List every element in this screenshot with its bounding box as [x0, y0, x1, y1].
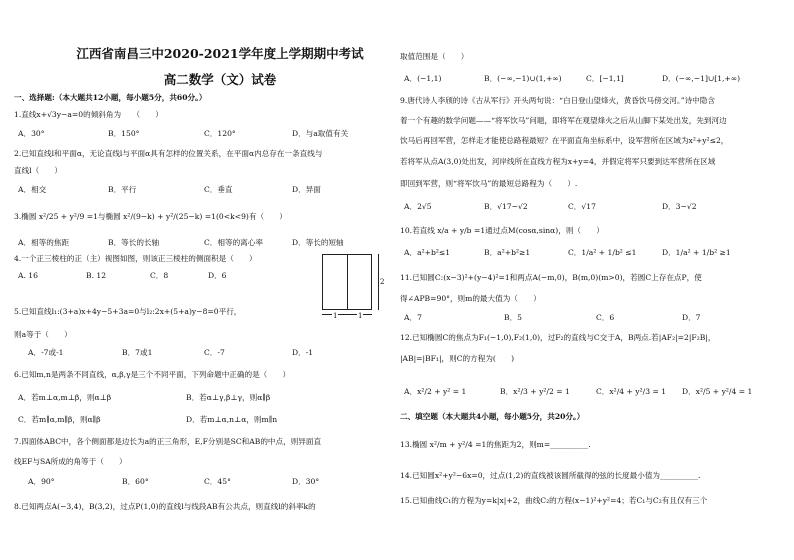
q3-option-a: A．相等的焦距: [18, 238, 70, 247]
q4-option-a: A. 16: [18, 271, 38, 280]
q8-option-a: A．(−1,1): [404, 74, 442, 83]
figure-label-width-left: 1: [333, 312, 338, 320]
q8-option-c: C．[−1,1]: [586, 74, 624, 83]
section-heading-choice: 一、选择题:（本大题共12小题，每小题5分，共60分。）: [14, 93, 207, 102]
q2-option-c: C．垂直: [204, 185, 233, 194]
q11-option-c: C．6: [596, 313, 615, 322]
question-9-line1: 9.唐代诗人李颀的诗《古从军行》开头两句说：“白日登山望烽火，黄昏饮马傍交河。”诗中隐含: [400, 96, 715, 105]
q2-option-d: D．异面: [292, 185, 321, 194]
question-6: 6.已知m,n是两条不同直线，α,β,γ是三个不同平面，下列命题中正确的是（ ）: [14, 370, 291, 379]
figure-height-dimension: [378, 254, 379, 310]
q3-option-b: B．等长的长轴: [108, 238, 160, 247]
q10-option-c: C．1/a² + 1/b² ≤1: [568, 248, 637, 257]
q7-option-b: B．60°: [122, 477, 149, 486]
question-11-line2: 得∠APB=90°，则m的最大值为（ ）: [400, 294, 541, 303]
q12-option-d: D．x²/5 + y²/4 = 1: [682, 387, 753, 396]
q4-option-c: C．8: [150, 271, 169, 280]
question-13: 13.椭圆 x²/m + y²/4 =1的焦距为2，则m=__________.: [400, 440, 591, 449]
q12-option-b: B．x²/3 + y²/2 = 1: [500, 387, 570, 396]
q5-option-d: D．-1: [292, 348, 314, 357]
question-8: 8.已知两点A(−3,4)，B(3,2)，过点P(1,0)的直线l与线段AB有公共点，则直线l的斜率k的: [14, 502, 316, 511]
exam-title: 江西省南昌三中2020-2021学年度上学期期中考试: [76, 46, 364, 61]
q7-option-a: A．90°: [28, 477, 55, 486]
q1-option-a: A．30°: [18, 129, 45, 138]
q1-option-c: C．120°: [204, 129, 236, 138]
question-3: 3.椭圆 x²/25 + y²/9 =1与椭圆 x²/(9−k) + y²/(25−k) =1(0<k<9)有（ ）: [14, 212, 287, 221]
q6-option-a: A．若m⊥α,m⊥β，则α⊥β: [18, 393, 112, 402]
figure-middle-line: [347, 254, 348, 310]
q8-option-d: D．(−∞,−1]∪[1,+∞): [662, 74, 741, 83]
q10-option-b: B．a²+b²≥1: [484, 248, 531, 257]
q6-option-d: D．若m⊥α,n⊥α，则m∥n: [186, 415, 278, 424]
q9-option-d: D．3−√2: [662, 202, 697, 211]
q7-option-c: C．45°: [204, 477, 231, 486]
question-12-line1: 12.已知椭圆C的焦点为F₁(−1,0),F₂(1,0)，过F₂的直线与C交于A，B两点.若|AF₂|=2|F₂B|，: [400, 333, 716, 342]
q2-option-b: B．平行: [108, 185, 137, 194]
q5-option-b: B．7或1: [122, 348, 153, 357]
figure-label-width-right: 1: [358, 312, 363, 320]
question-9-line4: 若将军从点A(3,0)处出发，河岸线所在直线方程为x+y=4，并假定将军只要到达军营所在区域: [400, 157, 716, 166]
q6-option-b: B．若α⊥γ,β⊥γ，则α∥β: [186, 393, 271, 402]
q3-option-c: C．相等的离心率: [204, 238, 263, 247]
question-12-line2: |AB|=|BF₁|，则C的方程为( ): [400, 354, 515, 363]
question-14: 14.已知圆x²+y²−6x=0，过点(1,2)的直线被该圆所截得的弦的长度最小值为__________.: [400, 471, 701, 480]
section-heading-fill-in: 二、填空题（本大题共4小题，每小题5分，共20分。）: [400, 412, 585, 421]
question-2-line1: 2.已知直线l和平面α，无论直线l与平面α具有怎样的位置关系，在平面α内总存在一条直线与: [14, 149, 323, 158]
question-7-line2: 线EF与SA所成的角等于（ ）: [14, 457, 127, 466]
q11-option-b: B．5: [504, 313, 523, 322]
q12-option-a: A．x²/2 + y² = 1: [404, 387, 467, 396]
question-5-line2: 则a等于（ ）: [14, 330, 72, 339]
q6-option-c: C．若m∥α,m∥β，则α∥β: [18, 415, 101, 424]
q3-option-d: D．等长的短轴: [292, 238, 344, 247]
question-8-continued: 取值范围是（ ）: [400, 52, 469, 61]
q8-option-b: B．(−∞,−1)∪(1,+∞): [484, 74, 562, 83]
question-2-line2: 直线l（ ）: [14, 166, 62, 175]
question-10: 10.若直线 x/a + y/b =1通过点M(cosα,sinα)，则（ ）: [400, 226, 604, 235]
q11-option-d: D．7: [682, 313, 701, 322]
q9-option-b: B．√17−√2: [484, 202, 528, 211]
q4-option-b: B. 12: [86, 271, 107, 280]
question-11-line1: 11.已知圆C:(x−3)²+(y−4)²=1和两点A(−m,0)，B(m,0)(m>0)，若圆C上存在点P，使: [400, 273, 702, 282]
q11-option-a: A．7: [404, 313, 422, 322]
q12-option-c: C．x²/4 + y²/3 = 1: [596, 387, 667, 396]
question-9-line5: 即回到军营，则“将军饮马”的最短总路程为（ ）.: [400, 179, 578, 188]
question-5-line1: 5.已知直线l₁:(3+a)x+4y−5+3a=0与l₂:2x+(5+a)y−8=0平行，: [14, 307, 242, 316]
q2-option-a: A．相交: [18, 185, 47, 194]
q1-option-b: B．150°: [108, 129, 140, 138]
q4-option-d: D．6: [208, 271, 227, 280]
question-15: 15.已知曲线C₁的方程为y=k|x|+2，曲线C₂的方程(x−1)²+y²=4；若C₁与C₂有且仅有三个: [400, 496, 708, 505]
figure-label-height: 2: [380, 278, 385, 286]
question-4: 4.一个正三棱柱的正（主）视图如图，则该正三棱柱的侧面积是（ ）: [14, 254, 257, 263]
q7-option-d: D．30°: [292, 477, 320, 486]
q10-option-d: D．1/a² + 1/b² ≥1: [662, 248, 731, 257]
figure-width-dimension: [322, 314, 372, 315]
question-7-line1: 7.四面体ABC中，各个侧面都是边长为a的正三角形，E,F分别是SC和AB的中点，则异面直: [14, 437, 322, 446]
question-9-line2: 着一个有趣的数学问题——“将军饮马”问题，即将军在观望烽火之后从山脚下某处出发，先到河边: [400, 116, 727, 125]
question-9-line3: 饮马后再回军营，怎样走才能使总路程最短？在平面直角坐标系中，设军营所在区域为x²+y²≤2，: [400, 136, 729, 145]
q9-option-a: A．2√5: [404, 202, 432, 211]
q5-option-c: C．-7: [204, 348, 225, 357]
q1-option-d: D．与a取值有关: [292, 129, 349, 138]
q9-option-c: C．√17: [568, 202, 596, 211]
prism-front-view-figure: [322, 254, 384, 320]
question-1: 1.直线x+√3y−a=0的倾斜角为 （ ）: [14, 110, 163, 119]
q5-option-a: A．-7或-1: [28, 348, 64, 357]
exam-subtitle: 高二数学（文）试卷: [163, 72, 277, 87]
q10-option-a: A．a²+b²≤1: [404, 248, 451, 257]
